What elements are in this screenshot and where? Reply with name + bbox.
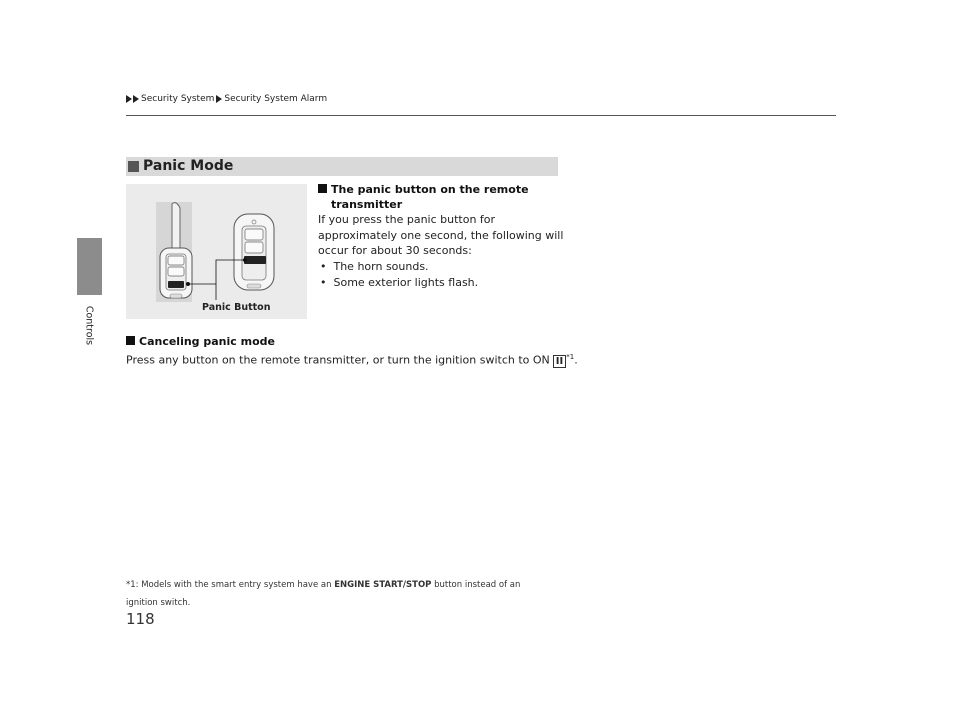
panic-bullet-list	[320, 259, 478, 290]
description-line: occur for about 30 seconds:	[318, 244, 472, 257]
panic-button-heading-line1: The panic button on the remote	[331, 183, 529, 196]
description-line: approximately one second, the following will	[318, 228, 564, 242]
panic-button-callout-label: Panic Button	[202, 302, 271, 313]
chapter-tab-label	[75, 298, 103, 358]
footnote: *1: Models with the smart entry system have an ENGINE START/STOP button instead of an ignition switch.	[126, 580, 521, 608]
section-square-icon	[128, 161, 139, 172]
list-item: • Some exterior lights flash.	[320, 275, 479, 289]
breadcrumb-security-system[interactable]: Security System	[141, 94, 215, 104]
panic-button-heading	[318, 182, 529, 212]
breadcrumb-arrow-icon	[133, 95, 139, 103]
breadcrumb-arrow-icon	[216, 95, 222, 103]
panic-button-description	[318, 212, 563, 259]
footnote-reference[interactable]: *1	[566, 353, 575, 361]
bullet-icon: •	[320, 275, 334, 289]
canceling-heading: Canceling panic mode	[126, 334, 275, 349]
breadcrumb-arrow-icon	[126, 95, 132, 103]
engine-start-stop-term: ENGINE START/STOP	[334, 580, 432, 590]
bullet-icon: •	[320, 260, 334, 273]
remote-transmitter-figure	[126, 184, 307, 319]
subhead-square-icon	[318, 184, 327, 193]
chapter-tab-text: Controls	[83, 305, 95, 346]
chapter-tab-marker	[77, 238, 102, 295]
description-line: If you press the panic button for	[318, 213, 496, 226]
subhead-square-icon	[126, 336, 135, 345]
remote-transmitter-illustration	[126, 184, 307, 319]
canceling-text: Press any button on the remote transmitter, or turn the ignition switch to ON II $^{*1}$.	[126, 353, 578, 367]
section-title: Panic Mode	[143, 158, 234, 174]
breadcrumb	[126, 94, 327, 104]
breadcrumb-security-system-alarm[interactable]: Security System Alarm	[224, 94, 328, 104]
list-item: • The horn sounds.	[320, 260, 429, 273]
page-number: 118	[126, 610, 155, 628]
header-divider	[126, 115, 836, 116]
ignition-position-key: II	[553, 355, 566, 368]
section-header	[126, 157, 558, 176]
panic-button-heading-line2: transmitter	[331, 198, 403, 211]
